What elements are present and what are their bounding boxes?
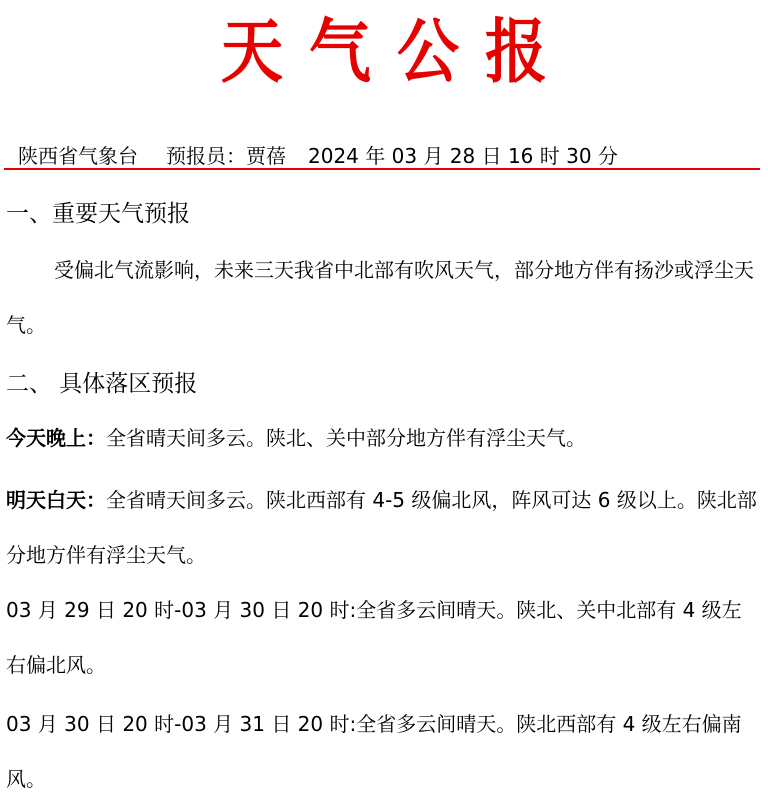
- forecast-period-label: 明天白天：: [6, 488, 106, 512]
- forecast-day-3: [6, 697, 758, 807]
- forecast-period-label: 今天晚上：: [6, 426, 106, 450]
- forecast-period-label: 03 月 30 日 20 时-03 月 31 日 20 时:: [6, 712, 357, 736]
- forecast-tomorrow-day: [6, 473, 758, 583]
- section-important-heading: 一、重要天气预报: [6, 201, 190, 227]
- forecast-text: 全省多云间晴天。陕北、关中北部有 4 级左右偏北风。: [6, 598, 742, 677]
- forecast-tonight: [6, 411, 758, 466]
- forecast-period-label: 03 月 29 日 20 时-03 月 30 日 20 时:: [6, 598, 357, 622]
- forecast-text: 全省多云间晴天。陕北西部有 4 级左右偏南风。: [6, 712, 742, 791]
- section-important-body: 受偏北气流影响，未来三天我省中北部有吹风天气，部分地方伴有扬沙或浮尘天气。: [6, 258, 754, 337]
- issuing-organization: 陕西省气象台: [18, 144, 138, 168]
- bulletin-header: [18, 144, 618, 168]
- forecaster: 预报员：贾蓓: [166, 144, 286, 168]
- header-divider: [4, 168, 760, 170]
- issue-datetime: 2024 年 03 月 28 日 16 时 30 分: [308, 144, 618, 168]
- bulletin-title: 天气公报: [220, 10, 573, 93]
- forecast-day-2: [6, 583, 758, 693]
- section-area-heading: 二、 具体落区预报: [6, 371, 198, 397]
- forecast-text: 全省晴天间多云。陕北西部有 4-5 级偏北风，阵风可达 6 级以上。陕北部分地方伴有浮尘天气。: [6, 488, 757, 567]
- forecast-text: 全省晴天间多云。陕北、关中部分地方伴有浮尘天气。: [106, 426, 586, 450]
